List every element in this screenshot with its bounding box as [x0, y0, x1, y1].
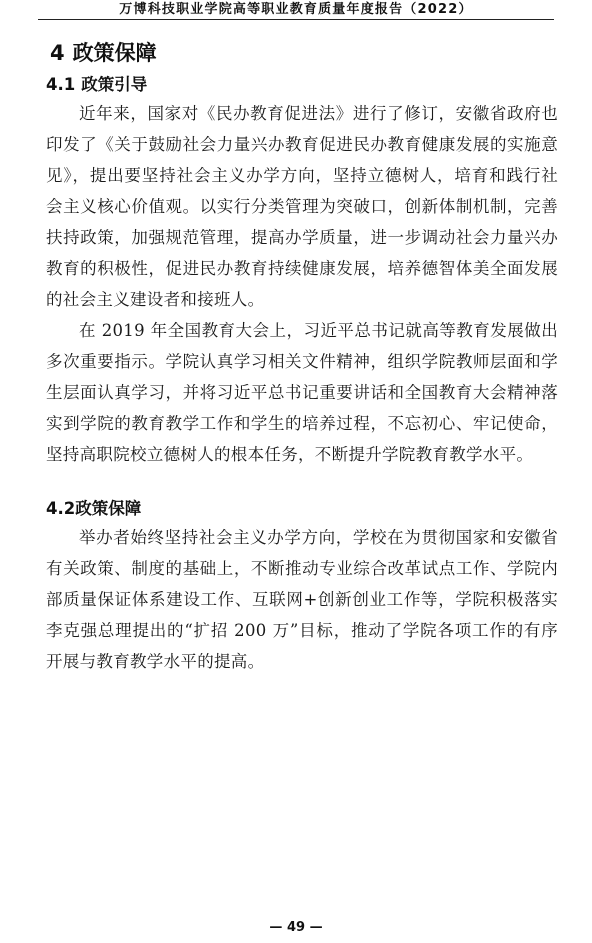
subsection-number: 4.1: [46, 75, 76, 94]
section-title: 政策保障: [72, 41, 157, 65]
paragraph: 举办者始终坚持社会主义办学方向，学校在为贯彻国家和安徽省有关政策、制度的基础上，不断推动专业综合改革试点工作、学院内部质量保证体系建设工作、互联网+创新创业工作等，学院积极落实李克强总理提出的“扩招 200 万”目标，推动了学院各项工作的有序开展与教育教学水平的提高。: [46, 528, 558, 671]
page-number: — 49 —: [269, 920, 323, 935]
document-body: [46, 38, 558, 677]
spacer: [46, 470, 558, 496]
section-heading: [50, 38, 558, 68]
subsection-number: 4.2: [46, 499, 76, 518]
subsection-title: 政策保障: [75, 499, 142, 518]
header-title: 万博科技职业学院高等职业教育质量年度报告（2022）: [119, 2, 473, 17]
paragraph: 近年来，国家对《民办教育促进法》进行了修订，安徽省政府也印发了《关于鼓励社会力量兴办教育促进民办教育健康发展的实施意见》，提出要坚持社会主义办学方向，坚持立德树人，培育和践行社会主义核心价值观。以实行分类管理为突破口，创新体制机制，完善扶持政策，加强规范管理，提高办学质量，进一步调动社会力量兴办教育的积极性，促进民办教育持续健康发展，培养德智体美全面发展的社会主义建设者和接班人。: [46, 104, 558, 309]
header-divider: [38, 19, 554, 20]
paragraph: 在 2019 年全国教育大会上，习近平总书记就高等教育发展做出多次重要指示。学院认真学习相关文件精神，组织学院教师层面和学生层面认真学习，并将习近平总书记重要讲话和全国教育大会精神落实到学院的教育教学工作和学生的培养过程，不忘初心、牢记使命，坚持高职院校立德树人的根本任务，不断提升学院教育教学水平。: [46, 321, 558, 464]
page-header: [0, 0, 592, 22]
subsection-title: 政策引导: [81, 75, 148, 94]
subsection-heading-4-1: [46, 72, 558, 98]
section-number: 4: [50, 41, 65, 65]
subsection-heading-4-2: [46, 496, 558, 522]
